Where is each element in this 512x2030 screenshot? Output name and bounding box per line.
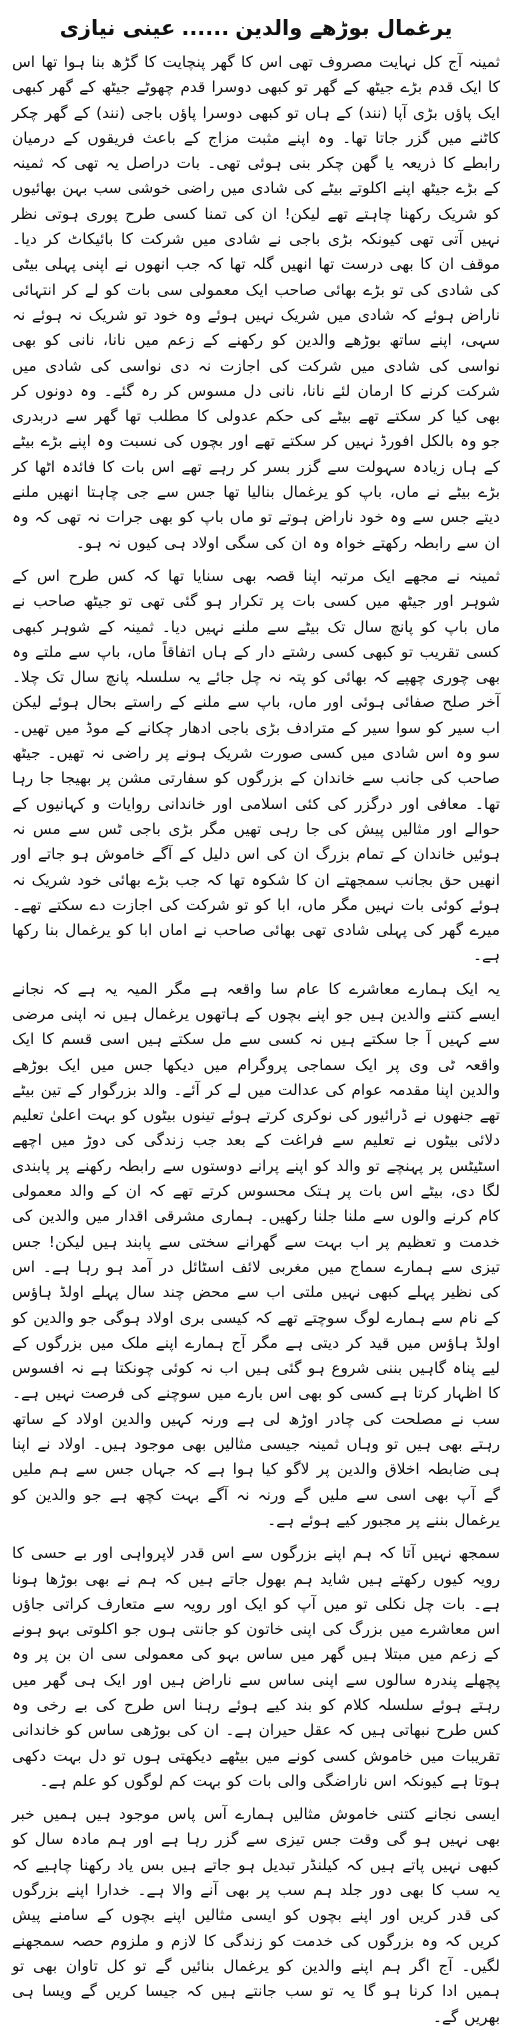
paragraph-3: یہ ایک ہمارے معاشرے کا عام سا واقعہ ہے مگر المیہ یہ ہے کہ نجانے ایسے کتنے والدین ہیں جو اپنے بچوں کے ہاتھوں یرغمال ہیں نہ اپنی مرضی سے کہیں آ جا سکتے ہیں نہ کسی سے مل سکتے ہیں اسی قسم کا ایک واقعہ ٹی وی پر ایک سماجی پروگرام میں دیکھا جس میں ایک بوڑھے والدین اپنا مقدمہ عوام کی عدالت میں لے کر آئے۔ والد بزرگوار کے تین بیٹے تھے جنھوں نے ڈرائیور کی نوکری کرتے ہوئے تینوں بیٹوں کو بہت اعلیٰ تعلیم دلائی بیٹوں نے تعلیم سے فراغت کے بعد جب زندگی کی دوڑ میں اچھے اسٹیٹس پر پہنچے تو والد کو اپنے پرانے دوستوں سے رابطہ رکھنے پر پابندی لگا دی، بیٹے اس بات پر ہتک محسوس کرتے تھے کہ ان کے والد معمولی کام کرنے والوں سے ملنا جلنا رکھیں۔ ہماری مشرقی اقدار میں والدین کی خدمت و تعظیم پر اب بہت سے گھرانے سختی سے پابند ہیں لیکن! جس تیزی سے ہمارے سماج میں مغربی لائف اسٹائل در آمد ہو رہا ہے۔ اس کی نظیر پہلے کبھی نہیں ملتی اب سے محض چند سال پہلے اولڈ ہاؤس کے نام سے ہمارے لوگ سوچتے تھے کہ کیسی بری اولاد ہوگی جو والدین کو اولڈ ہاؤس میں قید کر دیتی ہے مگر آج ہمارے اپنے ملک میں بزرگوں کے لیے پناہ گاہیں بننی شروع ہو گئی ہیں اب نہ کوئی چونکتا ہے نہ افسوس کا اظہار کرتا ہے کسی کو بھی اس بارے میں سوچنے کی فرصت نہیں ہے۔ سب نے مصلحت کی چادر اوڑھ لی ہے ورنہ کہیں والدین اولاد کے ساتھ رہتے بھی ہیں تو وہاں ثمینہ جیسی مثالیں بھی موجود ہیں۔ اولاد نے اپنا ہی ضابطہ اخلاق والدین پر لاگو کیا ہوا ہے کہ جہاں جس سے ہم ملیں گے آپ بھی اسی سے ملیں گے ورنہ نہ آگے بہت کچھ ہے جو والدین کو یرغمال بننے پر مجبور کیے ہوئے ہے۔ [12,979,500,1529]
paragraph-5: ایسی نجانے کتنی خاموش مثالیں ہمارے آس پاس موجود ہیں ہمیں خبر بھی نہیں ہو گی وقت جس تیزی سے گزر رہا ہے اور ہم مادہ سال کو کبھی نہیں پاتے ہیں کہ کیلنڈر تبدیل ہو جاتے ہیں بس یاد رکھنا چاہیے کہ یہ سب کا بھی دور جلد ہم سب پر بھی آنے والا ہے۔ خدارا اپنے بزرگوں کی قدر کریں اور اپنے بچوں کو ایسی مثالیں اپنے بچوں کے سامنے پیش کریں کہ وہ بزرگوں کی خدمت کو زندگی کا لازم و ملزوم حصہ سمجھنے لگیں۔ آج اگر ہم اپنے والدین کو یرغمال بنائیں گے تو کل تاوان بھی تو ہمیں ادا کرنا ہو گا یہ تو سب جانتے ہیں کہ جیسا کریں گے ویسا ہی بھریں گے۔ [12,1805,500,2026]
paragraph-4: سمجھ نہیں آتا کہ ہم اپنے بزرگوں سے اس قدر لاپرواہی اور بے حسی کا رویہ کیوں رکھتے ہیں شاید ہم بھول جاتے ہیں کہ ہم نے بھی بوڑھا ہونا ہے۔ بات چل نکلی تو میں آپ کو ایک اور رویہ سے متعارف کراتی جاؤں اس معاشرے میں بزرگ کی اپنی خاتون کو جانتی ہوں جو اکلوتی بہو ہونے کے زعم میں مبتلا ہیں گھر میں ساس بہو کی معمولی سی ان بن پر وہ پچھلے پندرہ سالوں سے اپنی ساس سے ناراض ہیں اور ایک ہی گھر میں رہتے ہوئے سلسلہ کلام کو بند کیے ہوئے رہنا اس طرح کی بے رخی وہ کس طرح نبھاتی ہیں کہ عقل حیران ہے۔ ان کی بوڑھی ساس کو خاندانی تقریبات میں خاموش کسی کونے میں بیٹھے دیکھتی ہوں تو دل بہت دکھی ہوتا ہے کیونکہ اس ناراضگی والی بات کو بہت کم لوگوں کو علم ہے۔ [12,1544,500,1790]
article-header [12,8,500,48]
paragraph-2: ثمینہ نے مجھے ایک مرتبہ اپنا قصہ بھی سنایا تھا کہ کس طرح اس کے شوہر اور جیٹھ میں کسی بات پر تکرار ہو گئی تھی تو جیٹھ صاحب نے ماں باپ کو پانچ سال تک بیٹے سے ملنے نہیں دیا۔ ثمینہ کے شوہر کبھی کسی تقریب تو کبھی کسی رشتے دار کے ہاں اتفاقاً ماں، باپ سے ملتے وہ بھی چوری چھپے کہ بھائی کو پتہ نہ چل جائے یہ سلسلہ پانچ سال تک چلا۔ آخر صلح صفائی ہوئی اور ماں، باپ سے ملنے کے راستے بحال ہوئے لیکن اب سیر کو سوا سیر کے مترادف بڑی باجی ادھار چکانے کے موڈ میں تھیں۔ سو وہ اس شادی میں کسی صورت شریک ہونے پر راضی نہ تھیں۔ جیٹھ صاحب کی جانب سے خاندان کے بزرگوں کو سفارتی مشن پر بھیجا جا رہا تھا۔ معافی اور درگزر کی کئی اسلامی اور خاندانی روایات و کہانیوں کے حوالے اور مثالیں پیش کی جا رہی تھیں مگر بڑی باجی ٹس سے مس نہ ہوئیں خاندان کے تمام بزرگ ان کی اس دلیل کے آگے خاموش ہو جاتے اور انھیں حق بجانب سمجھتے ان کا شکوہ تھا کہ جب بڑے بھائی خود شریک نہ ہوئے کوئی بات نہیں مگر ماں، ابا کو تو شرکت کی اجازت دے سکتے تھے۔ میرے گھر کی پہلی شادی تھی بھائی صاحب نے اماں ابا کو یرغمال بنا رکھا ہے۔ [12,566,500,965]
title-separator: ...... [181,16,230,40]
article-author: عینی نیازی [59,16,176,40]
article-body [12,50,500,2030]
article-title: یرغمال بوڑھے والدین [235,16,453,40]
paragraph-1: ثمینہ آج کل نہایت مصروف تھی اس کا گھر پنچایت کا گڑھ بنا ہوا تھا اس کا ایک قدم بڑے جیٹھ کے گھر تو کبھی دوسرا قدم چھوٹے جیٹھ کے گھر کبھی ایک پاؤں بڑی آپا (نند) کے ہاں تو کبھی دوسرا پاؤں باجی (نند) کے گھر چکر کاٹنے میں گزر جاتا تھا۔ وہ اپنے مثبت مزاج کے باعث فریقوں کے درمیان رابطے کا ذریعہ یا گھن چکر بنی ہوئی تھی۔ بات دراصل یہ تھی کہ ثمینہ کے بڑے جیٹھ اپنے اکلوتے بیٹے کی شادی میں راضی خوشی سب بہن بھائیوں کو شریک رکھنا چاہتے تھے لیکن! ان کی تمنا کسی طرح پوری ہوتی نظر نہیں آتی تھی کیونکہ بڑی باجی نے شادی میں شرکت کا بائیکاٹ کر دیا۔ موقف ان کا بھی درست تھا انھیں گلہ تھا کہ جب انھوں نے اپنی پہلی بیٹی کی شادی کی تو بڑے بھائی صاحب ایک معمولی سی بات کو لے کر انتہائی ناراض ہوئے کہ شادی میں شریک نہیں ہوئے وہ خود تو شریک نہ ہوئے نہ سہی، اپنے ساتھ بوڑھے والدین کو رکھنے کے زعم میں نانا، نانی کو بھی نواسی کی شادی میں شرکت کی اجازت نہ دی نواسی کی شادی میں شرکت کرنے کا ارمان لئے نانا، نانی دل مسوس کر رہ گئے۔ وہ دونوں کر بھی کیا کر سکتے تھے بیٹے کی حکم عدولی کا مطلب تھا گھر سے دربدری جو وہ بالکل افورڈ نہیں کر سکتے تھے اور بچوں کی نسبت وہ اپنے بڑے بیٹے کے ہاں زیادہ سہولت سے گزر بسر کر رہے تھے اس بات کا فائدہ اٹھا کر بڑے بیٹے نے ماں، باپ کو یرغمال بنالیا تھا جس سے جی چاہتا انھیں ملنے دیتے جس سے وہ خود ناراض ہوتے تو ماں باپ کو بھی جرات نہ تھی کہ وہ ان سے رابطہ رکھتے خواہ وہ ان کی سگی اولاد ہی کیوں نہ ہو۔ [12,53,500,552]
